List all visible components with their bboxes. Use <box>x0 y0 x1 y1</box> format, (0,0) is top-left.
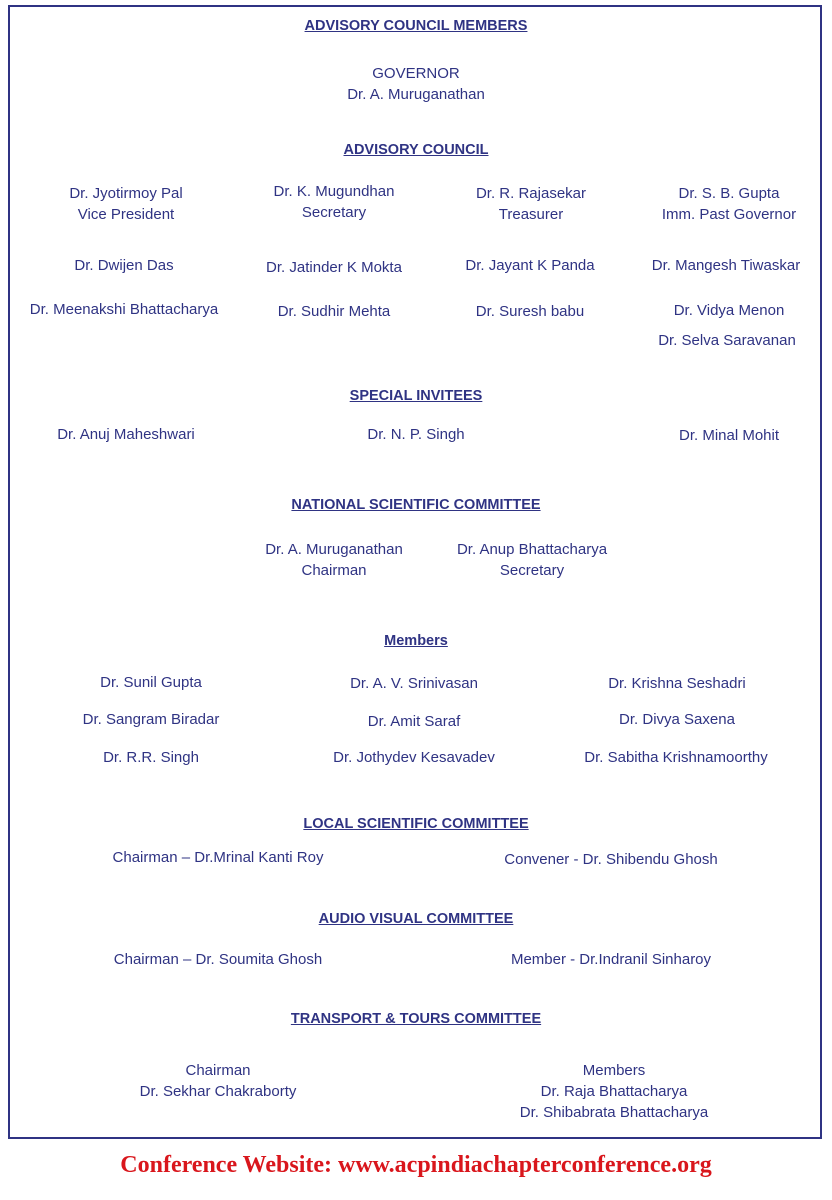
heading-audio-visual-committee: AUDIO VISUAL COMMITTEE <box>318 911 514 927</box>
nsc-member: Dr. Sabitha Krishnamoorthy <box>584 749 768 766</box>
nsc-member: Dr. Sangram Biradar <box>82 711 220 728</box>
nsc-member: Dr. R.R. Singh <box>103 749 199 766</box>
heading-national-scientific-committee: NATIONAL SCIENTIFIC COMMITTEE <box>291 497 541 513</box>
nsc-officer-role: Chairman <box>301 562 367 579</box>
officer-name: Dr. S. B. Gupta <box>678 185 780 202</box>
heading-special-invitees: SPECIAL INVITEES <box>349 388 483 404</box>
nsc-member: Dr. Amit Saraf <box>367 713 461 730</box>
transport-chairman-name: Dr. Sekhar Chakraborty <box>139 1083 297 1100</box>
council-member: Dr. Sudhir Mehta <box>277 303 391 320</box>
council-member: Dr. Mangesh Tiwaskar <box>651 257 801 274</box>
nsc-member: Dr. A. V. Srinivasan <box>350 675 478 692</box>
council-member: Dr. Selva Saravanan <box>658 332 796 349</box>
invitee-name: Dr. Minal Mohit <box>678 427 780 444</box>
lsc-convener: Convener - Dr. Shibendu Ghosh <box>504 851 718 868</box>
transport-member: Dr. Shibabrata Bhattacharya <box>519 1104 709 1121</box>
invitee-name: Dr. N. P. Singh <box>367 426 465 443</box>
officer-role: Vice President <box>77 206 175 223</box>
council-member: Dr. Dwijen Das <box>74 257 174 274</box>
transport-members-label: Members <box>582 1062 646 1079</box>
nsc-officer-name: Dr. A. Muruganathan <box>265 541 403 558</box>
nsc-member: Dr. Krishna Seshadri <box>608 675 746 692</box>
heading-advisory-council-members: ADVISORY COUNCIL MEMBERS <box>304 18 528 34</box>
transport-chairman-label: Chairman <box>185 1062 251 1079</box>
nsc-member: Dr. Divya Saxena <box>619 711 735 728</box>
governor-name: Dr. A. Muruganathan <box>347 86 485 103</box>
invitee-name: Dr. Anuj Maheshwari <box>57 426 195 443</box>
nsc-member: Dr. Sunil Gupta <box>100 674 202 691</box>
council-member: Dr. Jatinder K Mokta <box>266 259 402 276</box>
nsc-officer-role: Secretary <box>499 562 565 579</box>
nsc-member: Dr. Jothydev Kesavadev <box>333 749 495 766</box>
governor-title: GOVERNOR <box>372 65 460 82</box>
officer-role: Treasurer <box>498 206 564 223</box>
heading-local-scientific-committee: LOCAL SCIENTIFIC COMMITTEE <box>303 816 529 832</box>
officer-role: Imm. Past Governor <box>661 206 797 223</box>
council-member: Dr. Jayant K Panda <box>465 257 595 274</box>
officer-name: Dr. R. Rajasekar <box>475 185 587 202</box>
council-member: Dr. Meenakshi Bhattacharya <box>29 301 219 318</box>
nsc-officer-name: Dr. Anup Bhattacharya <box>456 541 608 558</box>
council-member: Dr. Suresh babu <box>475 303 585 320</box>
heading-transport-tours-committee: TRANSPORT & TOURS COMMITTEE <box>290 1011 542 1027</box>
council-member: Dr. Vidya Menon <box>673 302 785 319</box>
heading-advisory-council: ADVISORY COUNCIL <box>343 142 489 158</box>
heading-members: Members <box>384 633 448 649</box>
av-member: Member - Dr.Indranil Sinharoy <box>510 951 712 968</box>
officer-name: Dr. Jyotirmoy Pal <box>69 185 183 202</box>
av-chairman: Chairman – Dr. Soumita Ghosh <box>113 951 323 968</box>
lsc-chairman: Chairman – Dr.Mrinal Kanti Roy <box>112 849 324 866</box>
officer-name: Dr. K. Mugundhan <box>273 183 395 200</box>
conference-website: Conference Website: www.acpindiachapterconference.org <box>120 1152 712 1178</box>
officer-role: Secretary <box>301 204 367 221</box>
transport-member: Dr. Raja Bhattacharya <box>540 1083 688 1100</box>
